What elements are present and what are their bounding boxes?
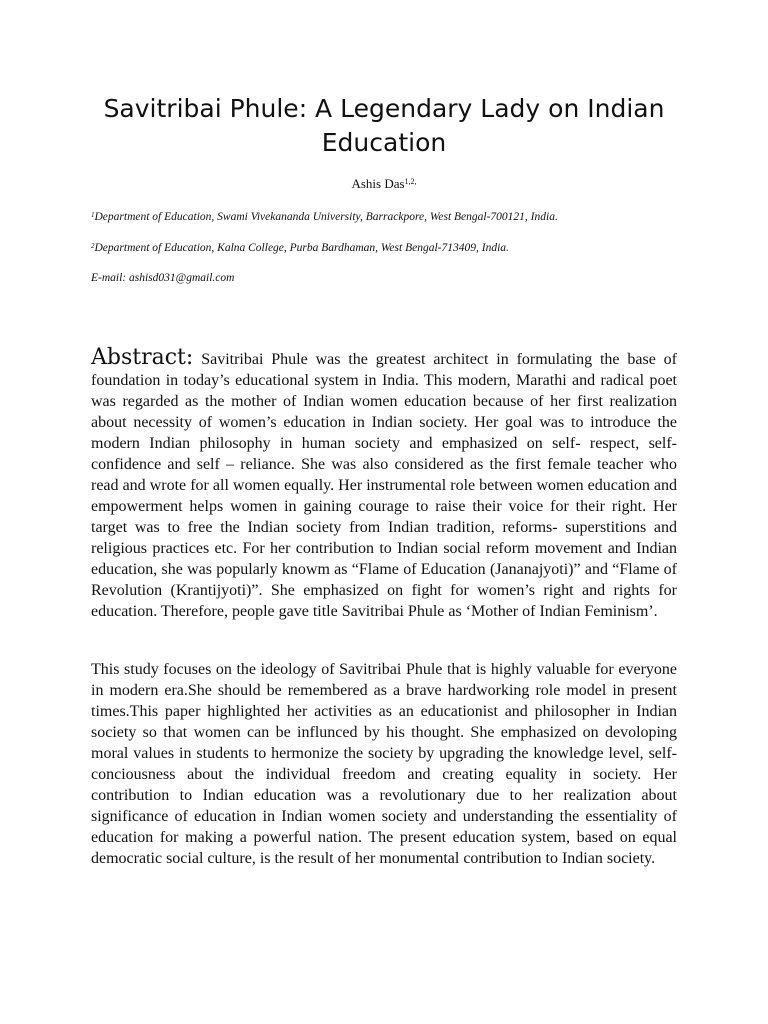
abstract-text: Savitribai Phule was the greatest architect in formulating the base of foundation in today’s educational system in India. This modern, Marathi and radical poet was regarded as the mother of Indian women education because of her first realization about necessity of women’s education in Indian society. Her goal was to introduce the modern Indian philosophy in human society and emphasized on self- respect, self- confidence and self – reliance. She was also considered as the first female teacher who read and wrote for all women equally. Her instrumental role between women education and empowerment helps women in gaining courage to raise their voice for their right. Her target was to free the Indian society from Indian tradition, reforms- superstitions and religious practices etc. For her contribution to Indian social reform movement and Indian education, she was popularly knowm as “Flame of Education (Jananajyoti)” and “Flame of Revolution (Krantijyoti)”. She emphasized on fight for women’s right and rights for education. Therefore, people gave title Savitribai Phule as ‘Mother of Indian Feminism’. [91,351,678,620]
author-email: E-mail: ashisd031@gmail.com [91,272,235,284]
affiliation-1-mark: 1 [91,211,95,219]
abstract-paragraph [91,347,677,622]
affiliation-2 [91,241,691,255]
abstract-heading: Abstract: [91,345,194,370]
paper-title: Savitribai Phule: A Legendary Lady on Indian Education [103,94,665,157]
affiliation-2-mark: 2 [91,242,95,250]
affiliation-1 [91,210,691,224]
author-affiliation-marks: 1,2, [404,177,417,186]
author-name: Ashis Das [351,176,405,191]
author-line [0,176,768,192]
affiliation-1-text: Department of Education, Swami Vivekananda University, Barrackpore, West Bengal-700121, India. [94,211,558,223]
body-paragraph: This study focuses on the ideology of Savitribai Phule that is highly valuable for everyone in modern era.She should be remembered as a brave hardworking role model in present times.This paper highlighted her activities as an educationist and philosopher in Indian society so that women can be influnced by his thought. She emphasized on devoloping moral values in students to hermonize the society by upgrading the knowledge level, self-conciousness about the individual freedom and creating equality in society. Her contribution to Indian education was a revolutionary due to her realization about significance of education in Indian women society and understanding the essentiality of education for making a powerful nation. The present education system, based on equal democratic social culture, is the result of her monumental contribution to Indian society. [91,661,677,867]
affiliation-2-text: Department of Education, Kalna College, Purba Bardhaman, West Bengal-713409, India. [94,242,509,254]
